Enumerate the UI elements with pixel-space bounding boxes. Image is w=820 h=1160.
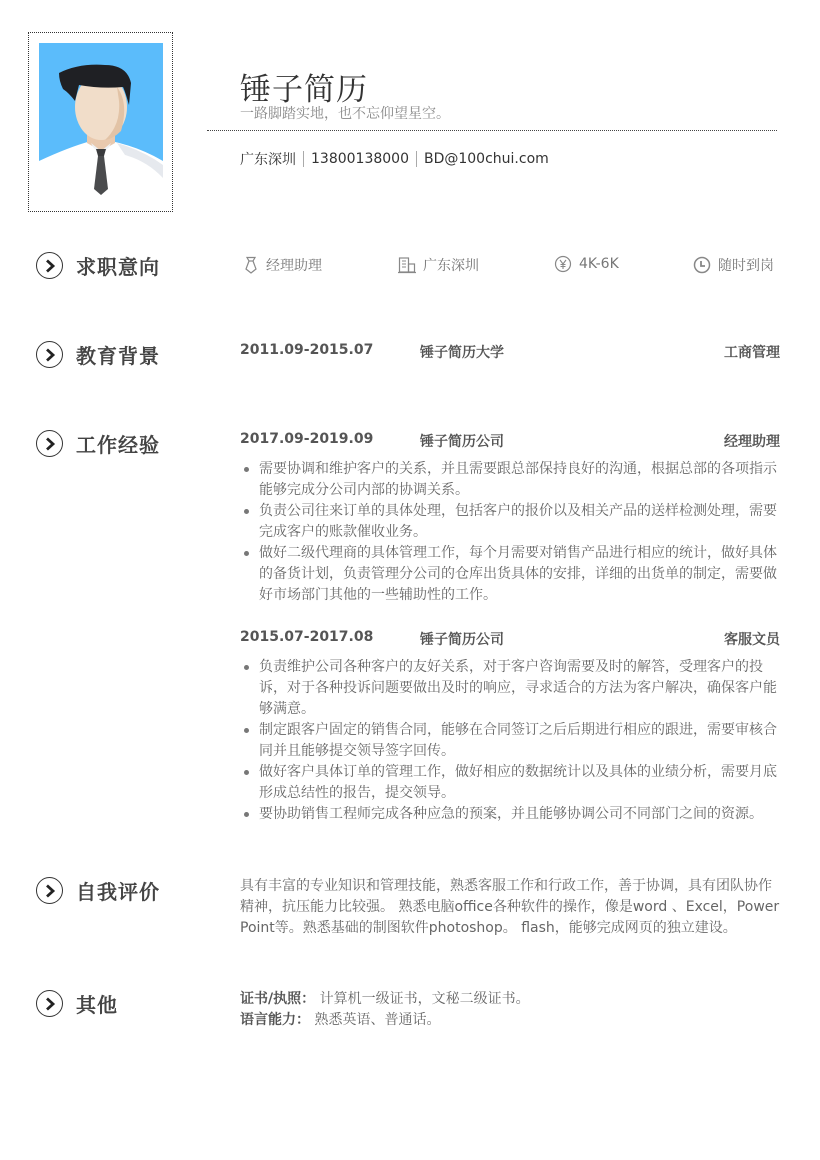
duty-item: 需要协调和维护客户的关系，并且需要跟总部保持良好的沟通，根据总部的各项指示能够完成分公司内部的协调关系。 [240,459,782,501]
work-company: 锤子简历公司 [420,434,504,450]
resume-name: 锤子简历 [240,72,368,108]
contact-separator [416,151,417,167]
self-eval-text: 具有丰富的专业知识和管理技能，熟悉客服工作和行政工作，善于协调，具有团队协作精神，抗压能力比较强。 熟悉电脑office各种软件的操作，像是word 、Excel，PowerPoint等。熟悉基础的制图软件photoshop。 flash，能够完成网页的独立建设。 [240,878,780,936]
intent-city-label: 广东深圳 [423,258,479,274]
duty-item: 做好客户具体订单的管理工作，做好相应的数据统计以及具体的业绩分析，需要月底形成总结性的报告，提交领导。 [240,762,782,804]
cert-line [240,989,530,1010]
work-date: 2017.09-2019.09 [240,431,374,447]
contact-phone: 13800138000 [311,151,409,167]
section-title-self-eval [36,876,160,905]
work-date: 2015.07-2017.08 [240,629,374,645]
cert-value: 计算机一级证书，文秘二级证书。 [315,991,530,1007]
section-title-label: 工作经验 [76,433,160,457]
section-title-label: 其他 [76,993,118,1017]
work-duties-1 [240,459,782,606]
contact-email[interactable]: BD@100chui.com [423,151,549,167]
intent-position-label: 经理助理 [266,258,322,274]
chevron-right-circle-icon [36,990,63,1017]
intent-salary-label: 4K-6K [579,256,619,272]
intent-position [243,255,322,275]
education-date: 2011.09-2015.07 [240,342,374,358]
language-label: 语言能力： [240,1012,310,1028]
language-value: 熟悉英语、普通话。 [310,1012,441,1028]
duty-item: 制定跟客户固定的销售合同，能够在合同签订之后后期进行相应的跟进，需要审核合同并且能够提交领导签字回传。 [240,720,782,762]
clock-icon [693,256,711,274]
contact-separator [303,151,304,167]
chevron-right-circle-icon [36,341,63,368]
language-line [240,1010,530,1031]
work-duties-2 [240,657,782,825]
work-company: 锤子简历公司 [420,632,504,648]
section-title-label: 教育背景 [76,344,160,368]
section-title-label: 求职意向 [76,255,160,279]
intent-availability-label: 随时到岗 [718,258,774,274]
avatar-man-icon [39,43,163,200]
duty-item: 做好二级代理商的具体管理工作，每个月需要对销售产品进行相应的统计，做好具体的备货计划，负责管理分公司的仓库出货具体的安排，详细的出货单的制定，需要做好市场部门其他的一些辅助性的工作。 [240,543,782,606]
intent-city [398,255,479,275]
photo-frame [28,32,173,212]
work-role: 经理助理 [724,434,780,450]
chevron-right-circle-icon [36,252,63,279]
other-info [240,989,530,1031]
intent-salary [554,255,619,273]
contact-location: 广东深圳 [240,152,296,168]
duty-item: 要协助销售工程师完成各种应急的预案，并且能够协调公司不同部门之间的资源。 [240,804,782,825]
education-school: 锤子简历大学 [420,345,504,361]
building-icon [398,256,416,274]
duty-item: 负责公司往来订单的具体处理，包括客户的报价以及相关产品的送样检测处理，需要完成客户的账款催收业务。 [240,501,782,543]
section-title-intent [36,251,160,280]
section-title-education [36,340,160,369]
duty-item: 负责维护公司各种客户的友好关系，对于客户咨询需要及时的解答，受理客户的投诉，对于各种投诉问题要做出及时的响应，寻求适合的方法为客户解决，确保客户能够满意。 [240,657,782,720]
chevron-right-circle-icon [36,877,63,904]
motto: 一路脚踏实地，也不忘仰望星空。 [240,106,450,122]
intent-availability [693,255,774,275]
cert-label: 证书/执照： [240,991,316,1007]
section-title-work [36,429,160,458]
tie-icon [243,256,259,274]
yen-icon [554,255,572,273]
work-role: 客服文员 [724,632,780,648]
header-divider [207,130,777,131]
avatar [39,43,163,200]
section-title-other [36,989,118,1018]
education-major: 工商管理 [724,345,780,361]
section-title-label: 自我评价 [76,880,160,904]
contact-line [240,149,549,169]
chevron-right-circle-icon [36,430,63,457]
